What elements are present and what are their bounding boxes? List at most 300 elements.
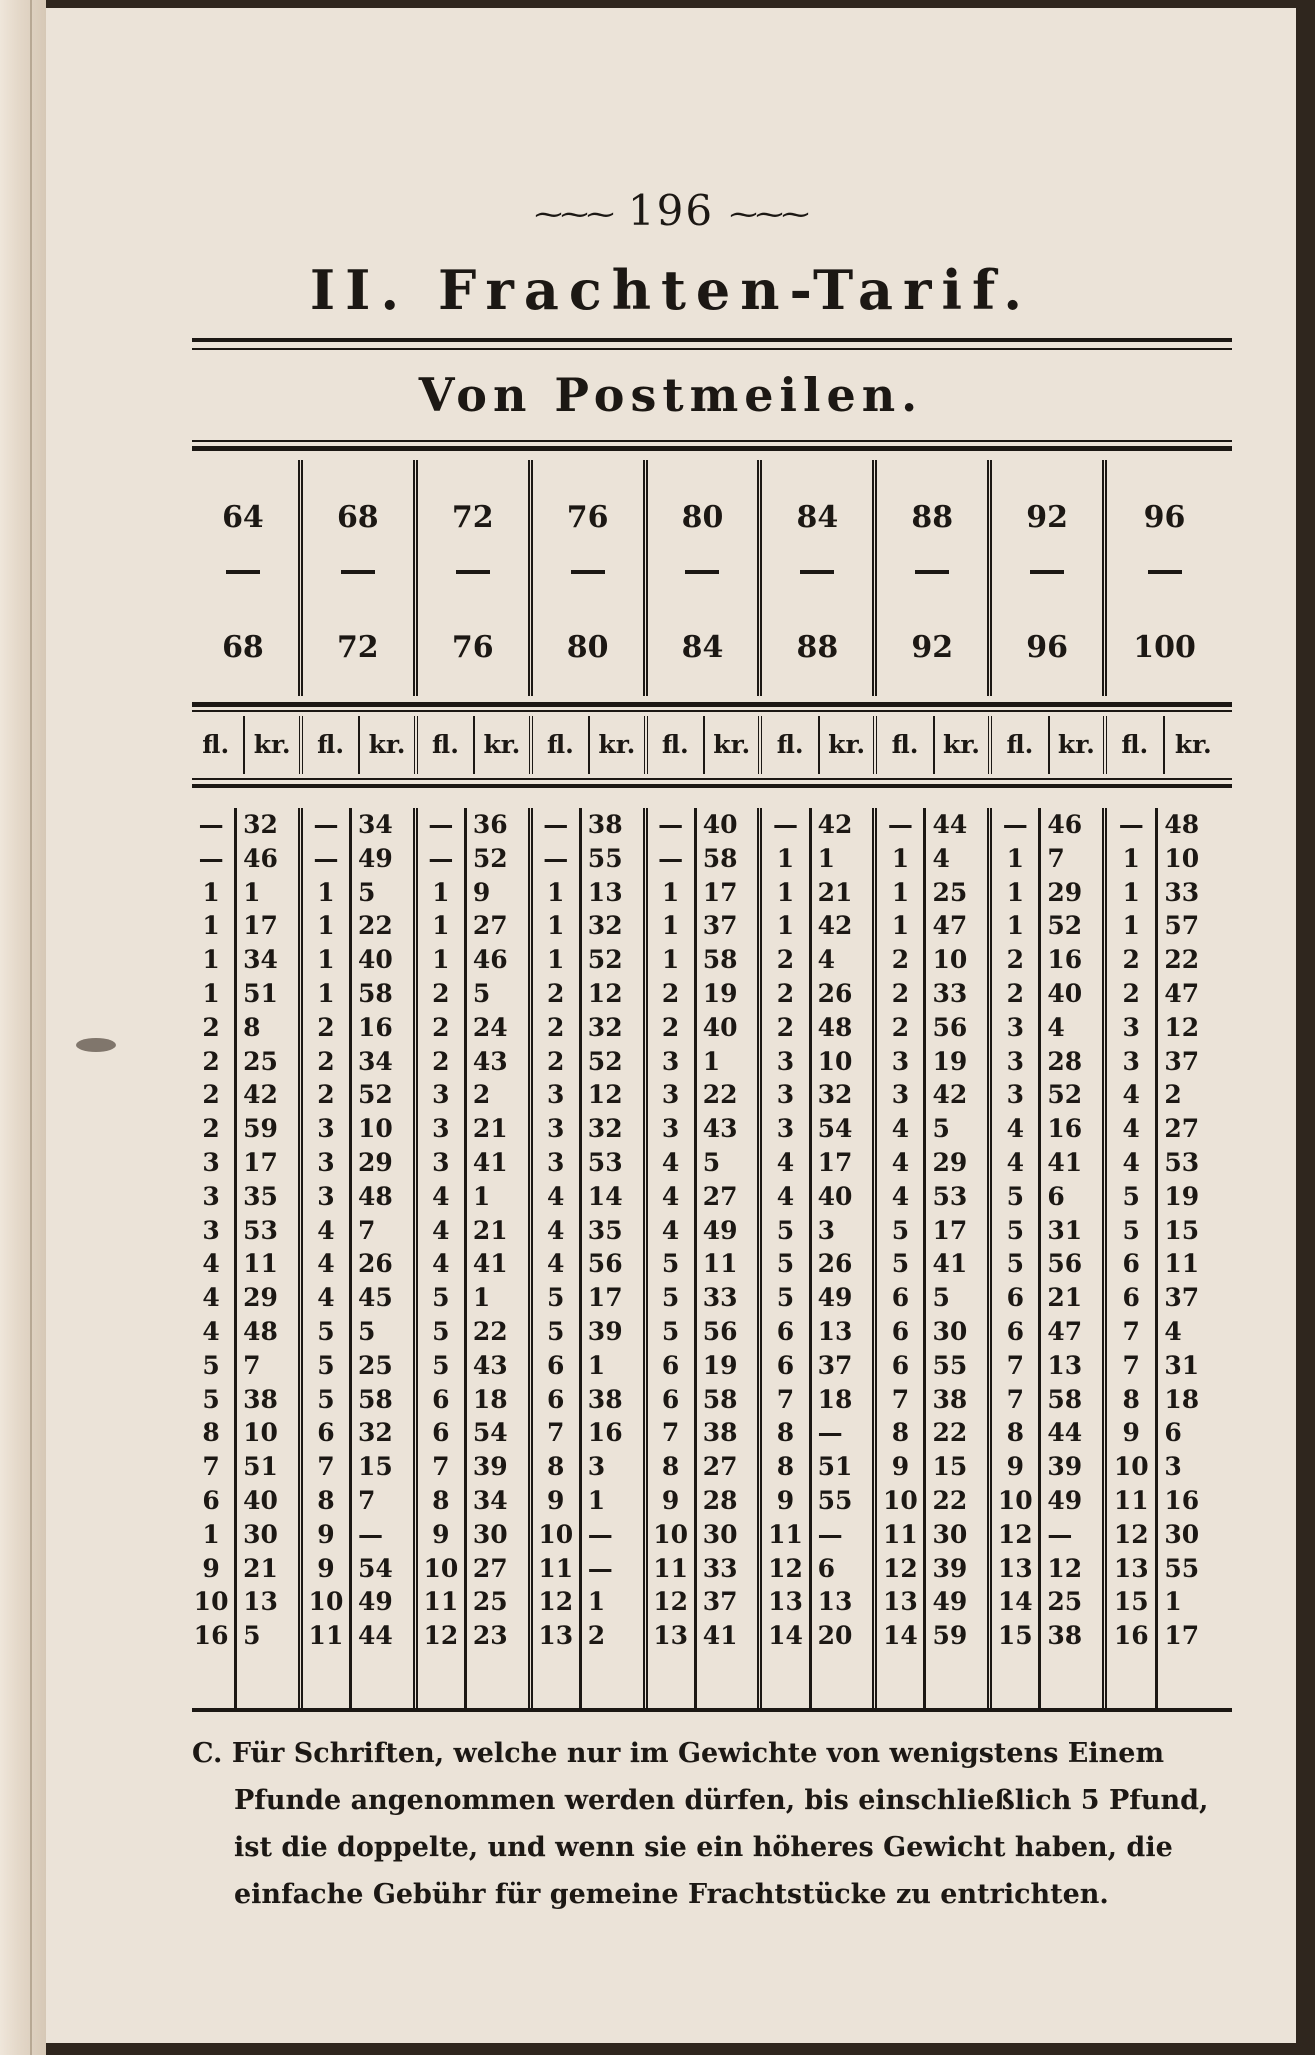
table-cell: 21 [1047, 1283, 1083, 1313]
range-rule-top [192, 440, 1232, 442]
table-cell: 39 [1047, 1452, 1083, 1482]
table-cell: 10 [423, 1553, 459, 1583]
table-cell: 6 [891, 1350, 910, 1380]
table-cell: 13 [997, 1553, 1033, 1583]
range-column-1 [303, 460, 418, 696]
table-cell: 52 [472, 843, 508, 873]
table-cell: 11 [1113, 1485, 1149, 1515]
range-dash-icon [456, 570, 490, 574]
table-cell: 26 [817, 1249, 853, 1279]
table-cell: 1 [202, 1519, 220, 1549]
table-cell: 2 [1006, 945, 1024, 975]
table-cell: 40 [1047, 978, 1083, 1008]
table-cell: 17 [243, 1147, 278, 1177]
table-cell: 5 [202, 1384, 220, 1414]
table-cell: 2 [202, 1080, 220, 1110]
table-cell: 44 [1047, 1418, 1083, 1448]
book-spine [0, 0, 46, 2055]
kr-subcolumn [1038, 808, 1102, 1708]
table-cell: 4 [317, 1249, 335, 1279]
table-cell: 5 [317, 1316, 335, 1346]
table-cell: 8 [891, 1418, 910, 1448]
table-cell: 7 [1047, 843, 1065, 873]
table-cell: 6 [817, 1553, 835, 1583]
table-cell: 13 [1113, 1553, 1149, 1583]
page-header [46, 186, 1296, 235]
table-cell: 43 [702, 1114, 738, 1144]
range-column-0 [188, 460, 303, 696]
table-cell: 2 [432, 978, 450, 1008]
table-cell: — [817, 1519, 843, 1549]
table-cell: 52 [587, 1046, 623, 1076]
table-cell: 14 [883, 1621, 918, 1651]
table-cell: 38 [1047, 1621, 1083, 1651]
table-cell: 14 [768, 1621, 803, 1651]
table-cell: 58 [358, 1384, 393, 1414]
fl-subcolumn [1107, 808, 1155, 1708]
range-from: 80 [681, 500, 724, 535]
table-cell: 7 [432, 1452, 450, 1482]
table-cell: 9 [317, 1519, 335, 1549]
range-column-4 [648, 460, 763, 696]
range-rule-bottom [192, 446, 1232, 451]
kr-subcolumn [234, 808, 298, 1708]
table-cell: — [817, 1418, 843, 1448]
range-column-8 [1107, 460, 1222, 696]
table-cell: 28 [702, 1485, 738, 1515]
table-cell: 1 [661, 945, 680, 975]
range-from: 72 [451, 500, 494, 535]
table-cell: 22 [472, 1316, 508, 1346]
range-to: 96 [1026, 630, 1069, 665]
table-cell: 27 [472, 911, 508, 941]
table-cell: 3 [432, 1080, 450, 1110]
table-cell: 41 [702, 1621, 738, 1651]
table-cell: 5 [472, 978, 491, 1008]
table-cell: 1 [243, 877, 261, 907]
table-cell: 24 [472, 1012, 508, 1042]
table-cell: 53 [1164, 1147, 1200, 1177]
range-dash-icon [226, 570, 260, 574]
table-cell: 6 [776, 1350, 795, 1380]
table-cell: 11 [1164, 1249, 1200, 1279]
table-cell: 8 [202, 1418, 220, 1448]
table-cell: 4 [317, 1283, 335, 1313]
table-cell: 21 [817, 877, 853, 907]
fl-subcolumn [877, 808, 923, 1708]
table-cell: 9 [1122, 1418, 1140, 1448]
table-cell: 8 [432, 1485, 450, 1515]
table-cell: 34 [472, 1485, 508, 1515]
table-cell: 46 [243, 843, 278, 873]
table-cell: 8 [776, 1418, 795, 1448]
table-cell: 4 [661, 1181, 680, 1211]
table-cell: — [773, 810, 798, 839]
table-cell: 46 [1047, 810, 1083, 839]
table-cell: 30 [702, 1519, 738, 1549]
table-cell: 4 [202, 1316, 220, 1346]
table-cell: 2 [776, 978, 795, 1008]
unit-label-fl: fl. [418, 716, 475, 774]
table-cell: 15 [1164, 1215, 1200, 1245]
table-cell: — [198, 843, 224, 873]
table-cell: 3 [1122, 1012, 1140, 1042]
table-cell: — [1002, 810, 1028, 839]
range-dash-icon [571, 570, 605, 574]
table-cell: 35 [243, 1181, 278, 1211]
table-cell: 3 [1006, 1046, 1024, 1076]
table-cell: 43 [472, 1350, 508, 1380]
table-cell: 5 [1006, 1215, 1024, 1245]
table-cell: 11 [423, 1587, 459, 1617]
table-cell: 8 [1122, 1384, 1140, 1414]
table-cell: 13 [243, 1587, 278, 1617]
table-cell: 37 [1164, 1046, 1200, 1076]
table-cell: 7 [358, 1485, 376, 1515]
table-cell: 3 [661, 1046, 680, 1076]
table-cell: 1 [1006, 877, 1024, 907]
table-cell: 20 [817, 1621, 853, 1651]
range-from: 88 [911, 500, 954, 535]
table-cell: 3 [432, 1114, 450, 1144]
table-cell: 26 [358, 1249, 393, 1279]
unit-label-fl: fl. [303, 716, 360, 774]
table-cell: 2 [661, 978, 680, 1008]
table-cell: 1 [472, 1181, 491, 1211]
table-cell: 6 [661, 1384, 680, 1414]
table-cell: — [428, 810, 454, 839]
table-cell: 5 [358, 1316, 376, 1346]
table-cell: 5 [1006, 1249, 1024, 1279]
table-cell: 29 [1047, 877, 1083, 907]
table-cell: 51 [243, 978, 278, 1008]
page-title: II. Frachten-Tarif. [309, 258, 1033, 322]
unit-label-kr: kr. [245, 716, 302, 774]
kr-subcolumn [579, 808, 643, 1708]
table-cell: 2 [1164, 1080, 1182, 1110]
table-cell: 39 [472, 1452, 508, 1482]
table-cell: 1 [702, 1046, 721, 1076]
table-cell: 2 [202, 1046, 220, 1076]
table-cell: 3 [432, 1147, 450, 1177]
range-to: 80 [566, 630, 609, 665]
table-cell: 37 [702, 1587, 738, 1617]
fl-subcolumn [303, 808, 349, 1708]
range-from: 96 [1143, 500, 1186, 535]
table-cell: 19 [1164, 1181, 1200, 1211]
table-cell: 10 [1164, 843, 1200, 873]
tariff-column-3 [533, 808, 648, 1708]
tariff-data-table [188, 808, 1222, 1708]
table-cell: 1 [891, 877, 910, 907]
table-cell: 42 [817, 810, 853, 839]
table-cell: 58 [702, 843, 738, 873]
kr-subcolumn [923, 808, 987, 1708]
table-cell: 3 [202, 1215, 220, 1245]
table-cell: 2 [1122, 978, 1140, 1008]
table-cell: 3 [202, 1181, 220, 1211]
table-cell: 43 [472, 1046, 508, 1076]
table-cell: 52 [358, 1080, 393, 1110]
table-cell: 1 [776, 843, 795, 873]
table-cell: 45 [358, 1283, 393, 1313]
left-ornament-icon: ⁓⁓⁓ [534, 197, 613, 231]
right-ornament-icon: ⁓⁓⁓ [729, 197, 808, 231]
table-cell: 1 [202, 945, 220, 975]
table-cell: 5 [547, 1316, 565, 1346]
kr-subcolumn [1155, 808, 1222, 1708]
table-cell: 38 [587, 1384, 623, 1414]
table-cell: 16 [1164, 1485, 1200, 1515]
table-cell: 3 [1122, 1046, 1140, 1076]
table-cell: 1 [1122, 877, 1140, 907]
table-cell: 34 [358, 1046, 393, 1076]
table-cell: 9 [432, 1519, 450, 1549]
table-cell: 21 [472, 1114, 508, 1144]
table-subtitle: Von Postmeilen. [418, 368, 924, 422]
table-cell: 1 [202, 911, 220, 941]
table-cell: 7 [547, 1418, 565, 1448]
table-cell: 16 [1047, 945, 1083, 975]
table-cell: 3 [776, 1114, 795, 1144]
table-cell: 1 [432, 911, 450, 941]
table-cell: 41 [932, 1249, 968, 1279]
table-cell: 37 [1164, 1283, 1200, 1313]
table-cell: 18 [472, 1384, 508, 1414]
table-cell: 2 [202, 1012, 220, 1042]
range-to: 88 [796, 630, 839, 665]
table-cell: 3 [317, 1147, 335, 1177]
table-cell: 6 [317, 1418, 335, 1448]
table-cell: 3 [891, 1046, 910, 1076]
table-cell: — [1047, 1519, 1073, 1549]
table-cell: 5 [1006, 1181, 1024, 1211]
table-cell: 5 [932, 1283, 950, 1313]
ink-mark [76, 1038, 116, 1052]
table-cell: 38 [243, 1384, 278, 1414]
table-cell: 9 [317, 1553, 335, 1583]
unit-label-fl: fl. [533, 716, 590, 774]
table-cell: 6 [1006, 1283, 1024, 1313]
table-cell: 16 [193, 1621, 229, 1651]
table-cell: 15 [932, 1452, 968, 1482]
table-cell: 6 [891, 1283, 910, 1313]
table-cell: 3 [202, 1147, 220, 1177]
table-cell: 1 [891, 911, 910, 941]
table-cell: 48 [817, 1012, 853, 1042]
table-cell: 25 [243, 1046, 278, 1076]
table-cell: 7 [358, 1215, 376, 1245]
unit-label-fl: fl. [762, 716, 819, 774]
table-cell: 1 [432, 945, 450, 975]
table-cell: 31 [1164, 1350, 1200, 1380]
table-cell: 6 [1122, 1283, 1140, 1313]
title-rule-bottom [192, 348, 1232, 350]
table-cell: 4 [1122, 1114, 1140, 1144]
table-cell: 4 [891, 1147, 910, 1177]
tariff-column-8 [1107, 808, 1222, 1708]
table-cell: 3 [587, 1452, 606, 1482]
table-cell: — [1118, 810, 1144, 839]
table-cell: 32 [587, 1012, 623, 1042]
range-to: 72 [336, 630, 379, 665]
range-to: 84 [681, 630, 724, 665]
table-cell: 1 [547, 945, 565, 975]
table-cell: 19 [702, 1350, 738, 1380]
table-cell: 16 [1113, 1621, 1149, 1651]
table-cell: 9 [891, 1452, 910, 1482]
table-cell: 21 [243, 1553, 278, 1583]
table-cell: 4 [776, 1147, 795, 1177]
unit-label-fl: fl. [188, 716, 245, 774]
table-cell: 7 [202, 1452, 220, 1482]
table-cell: 12 [768, 1553, 803, 1583]
table-cell: — [587, 1553, 613, 1583]
table-cell: 49 [932, 1587, 968, 1617]
table-cell: 32 [587, 911, 623, 941]
table-cell: 25 [932, 877, 968, 907]
table-cell: 53 [932, 1181, 968, 1211]
table-cell: 42 [817, 911, 853, 941]
table-cell: 11 [243, 1249, 278, 1279]
table-cell: 53 [243, 1215, 278, 1245]
spine-edge [30, 0, 32, 2055]
table-cell: 8 [547, 1452, 565, 1482]
table-cell: 46 [472, 945, 508, 975]
table-cell: 1 [472, 1283, 491, 1313]
table-cell: 2 [472, 1080, 491, 1110]
table-cell: 13 [883, 1587, 918, 1617]
range-from: 92 [1026, 500, 1069, 535]
table-cell: 10 [308, 1587, 344, 1617]
table-cell: 55 [587, 843, 623, 873]
table-cell: 12 [883, 1553, 918, 1583]
table-cell: 52 [1047, 911, 1083, 941]
table-cell: 32 [587, 1114, 623, 1144]
data-rule-top [192, 778, 1232, 780]
table-cell: 1 [1006, 911, 1024, 941]
table-cell: 47 [1047, 1316, 1083, 1346]
table-cell: 6 [547, 1384, 565, 1414]
table-cell: 51 [243, 1452, 278, 1482]
table-cell: 23 [472, 1621, 508, 1651]
table-cell: 17 [587, 1283, 623, 1313]
table-cell: 42 [243, 1080, 278, 1110]
table-cell: 32 [817, 1080, 853, 1110]
table-cell: 3 [1006, 1012, 1024, 1042]
table-cell: 4 [1122, 1080, 1140, 1110]
table-cell: 4 [1006, 1147, 1024, 1177]
table-cell: 10 [358, 1114, 393, 1144]
table-cell: 4 [547, 1249, 565, 1279]
table-cell: 2 [547, 1012, 565, 1042]
table-cell: 34 [243, 945, 278, 975]
table-cell: 2 [891, 978, 910, 1008]
table-cell: 1 [202, 877, 220, 907]
table-cell: 49 [817, 1283, 853, 1313]
table-cell: 27 [1164, 1114, 1200, 1144]
table-cell: 34 [358, 810, 393, 839]
range-from: 64 [222, 500, 264, 535]
range-column-7 [992, 460, 1107, 696]
unit-label-fl: fl. [992, 716, 1049, 774]
table-cell: 2 [587, 1621, 606, 1651]
range-from: 76 [566, 500, 609, 535]
unit-label-kr: kr. [1174, 730, 1212, 759]
range-to: 68 [222, 630, 264, 665]
range-from: 84 [796, 500, 839, 535]
table-cell: 30 [932, 1519, 968, 1549]
table-cell: 4 [1164, 1316, 1182, 1346]
table-cell: 11 [538, 1553, 574, 1583]
table-cell: 38 [702, 1418, 738, 1448]
table-cell: 1 [547, 877, 565, 907]
table-cell: 2 [661, 1012, 680, 1042]
table-cell: 14 [587, 1181, 623, 1211]
unit-rule-mid [192, 710, 1232, 712]
table-cell: 51 [817, 1452, 853, 1482]
table-cell: 2 [1006, 978, 1024, 1008]
table-cell: 30 [1164, 1519, 1200, 1549]
table-cell: 3 [547, 1080, 565, 1110]
table-cell: 9 [776, 1485, 795, 1515]
table-cell: 31 [1047, 1215, 1083, 1245]
table-cell: 26 [817, 978, 853, 1008]
table-cell: 49 [358, 1587, 393, 1617]
table-cell: — [428, 843, 454, 873]
table-cell: 58 [1047, 1384, 1083, 1414]
table-cell: 38 [932, 1384, 968, 1414]
table-cell: — [658, 810, 684, 839]
unit-header-row [188, 716, 1222, 774]
table-cell: 5 [432, 1316, 450, 1346]
table-cell: 3 [776, 1046, 795, 1076]
table-cell: 40 [243, 1485, 278, 1515]
table-cell: 8 [661, 1452, 680, 1482]
table-cell: 6 [661, 1350, 680, 1380]
table-cell: 12 [538, 1587, 574, 1617]
table-cell: 32 [358, 1418, 393, 1448]
table-cell: 1 [661, 877, 680, 907]
table-cell: 5 [358, 877, 376, 907]
table-cell: 22 [702, 1080, 738, 1110]
table-cell: 29 [932, 1147, 968, 1177]
table-cell: 10 [1113, 1452, 1149, 1482]
table-cell: 41 [472, 1147, 508, 1177]
note-line-4: einfache Gebühr für gemeine Frachtstücke zu entrichten. [234, 1879, 1109, 1910]
table-cell: 2 [891, 945, 910, 975]
table-cell: 7 [317, 1452, 335, 1482]
table-cell: 36 [472, 810, 508, 839]
unit-label-fl: fl. [1107, 716, 1164, 774]
unit-label-kr: kr. [590, 716, 647, 774]
table-cell: 6 [776, 1316, 795, 1346]
table-cell: 17 [702, 877, 738, 907]
range-to: 100 [1133, 630, 1196, 665]
range-dash-icon [915, 570, 949, 574]
table-cell: 1 [317, 945, 335, 975]
table-cell: 3 [661, 1080, 680, 1110]
table-cell: — [313, 810, 339, 839]
note-line-3: ist die doppelte, und wenn sie ein höheres Gewicht haben, die [234, 1832, 1173, 1863]
table-cell: 9 [547, 1485, 565, 1515]
table-cell: 11 [768, 1519, 803, 1549]
table-cell: 47 [932, 911, 968, 941]
unit-label-kr: kr. [475, 716, 532, 774]
table-cell: 11 [653, 1553, 689, 1583]
table-cell: 22 [932, 1485, 968, 1515]
range-column-3 [533, 460, 648, 696]
